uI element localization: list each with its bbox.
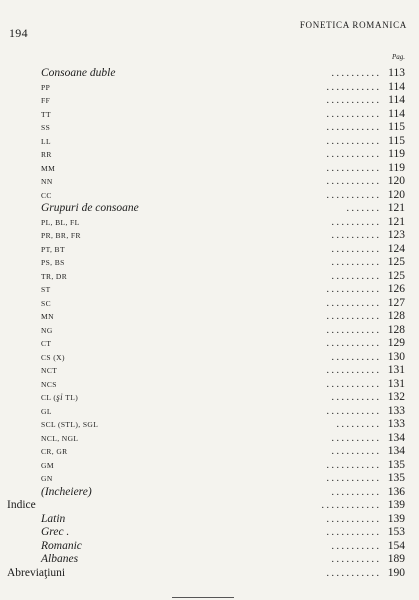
toc-entry xyxy=(0,189,419,203)
toc-entry-page: 120 xyxy=(387,188,405,201)
toc-entry xyxy=(0,567,419,581)
toc-entry-label: FF xyxy=(41,96,51,105)
toc-entry xyxy=(0,418,419,432)
toc-entry-page: 128 xyxy=(387,310,405,322)
toc-entry-label: PL, BL, FL xyxy=(41,217,80,227)
toc-entry xyxy=(0,405,419,419)
leader-dots: . . . . . . . . . . . . xyxy=(321,500,379,511)
toc-entry-page: 125 xyxy=(387,256,405,268)
leader-dots: . . . . . . . . . . . xyxy=(326,108,379,120)
pag-column-label: Pag. xyxy=(391,53,405,61)
toc-entry xyxy=(0,229,419,243)
toc-entry xyxy=(0,553,419,567)
toc-entry xyxy=(0,364,419,378)
toc-entry-page: 115 xyxy=(388,134,405,147)
toc-entry-label: CR, GR xyxy=(41,447,68,456)
leader-dots: . . . . . . . . . . . xyxy=(326,162,379,174)
toc-entry-label: CS (X) xyxy=(41,352,65,362)
toc-entry-label: Consoane duble xyxy=(41,67,116,79)
toc-entry xyxy=(0,148,419,162)
toc-entry xyxy=(0,270,419,284)
toc-entry-page: 114 xyxy=(388,107,405,120)
leader-dots: . . . . . . . . . . . xyxy=(326,135,379,147)
toc-entry xyxy=(0,391,419,405)
table-of-contents xyxy=(0,67,419,580)
toc-entry-label: CC xyxy=(41,190,52,200)
toc-entry-page: 130 xyxy=(387,350,405,363)
leader-dots: . . . . . . . . . . xyxy=(331,351,379,363)
toc-entry xyxy=(0,526,419,540)
toc-entry-label: TT xyxy=(41,109,51,119)
toc-entry-page: 139 xyxy=(387,499,405,511)
toc-entry-page: 121 xyxy=(387,215,405,228)
toc-entry-label: NCL, NGL xyxy=(41,433,79,443)
toc-entry-label: Grupuri de consoane xyxy=(41,202,139,214)
toc-entry xyxy=(0,432,419,446)
toc-entry xyxy=(0,175,419,189)
toc-entry-label: LL xyxy=(41,136,51,146)
toc-entry xyxy=(0,67,419,81)
toc-entry-page: 127 xyxy=(387,296,405,309)
toc-entry-page: 131 xyxy=(387,364,405,376)
toc-entry-label: CL (şi TL) xyxy=(41,392,79,402)
leader-dots: . . . . . . . . . . xyxy=(331,540,379,552)
toc-entry-label: Romanic xyxy=(41,539,82,552)
leader-dots: . . . . . . . . . . . xyxy=(326,459,379,471)
toc-entry-label: NN xyxy=(41,177,53,186)
toc-entry xyxy=(0,108,419,122)
leader-dots: . . . . . . . . . . xyxy=(331,270,379,282)
leader-dots: . . . . . . . . . . xyxy=(331,68,379,79)
leader-dots: . . . . . . . . . . . xyxy=(326,324,379,336)
leader-dots: . . . . . . . . . xyxy=(336,419,379,430)
toc-entry-label: SCL (STL), SGL xyxy=(41,420,99,429)
toc-entry xyxy=(0,243,419,257)
leader-dots: . . . . . . . . . . . xyxy=(326,297,379,309)
leader-dots: . . . . . . . xyxy=(346,203,379,214)
toc-entry xyxy=(0,162,419,176)
toc-entry-label: NCT xyxy=(41,366,58,375)
toc-entry-label: NG xyxy=(41,325,53,335)
toc-entry xyxy=(0,513,419,527)
toc-entry-label: ST xyxy=(41,285,51,294)
leader-dots: . . . . . . . . . . . xyxy=(326,473,379,484)
toc-entry-page: 119 xyxy=(388,161,405,174)
toc-entry xyxy=(0,472,419,486)
leader-dots: . . . . . . . . . . xyxy=(331,392,379,403)
leader-dots: . . . . . . . . . . xyxy=(331,230,379,241)
toc-entry xyxy=(0,135,419,149)
toc-entry-page: 120 xyxy=(387,175,405,187)
leader-dots: . . . . . . . . . . xyxy=(331,554,379,565)
leader-dots: . . . . . . . . . . . xyxy=(326,378,379,390)
toc-entry-page: 189 xyxy=(387,553,405,565)
toc-entry-label: CT xyxy=(41,339,52,348)
toc-entry-label: PP xyxy=(41,82,51,92)
toc-entry xyxy=(0,445,419,459)
page-number: 194 xyxy=(9,26,28,40)
leader-dots: . . . . . . . . . . . xyxy=(326,81,379,93)
leader-dots: . . . . . . . . . . . xyxy=(326,365,379,376)
toc-entry xyxy=(0,121,419,135)
toc-entry-label: TR, DR xyxy=(41,271,68,281)
toc-entry xyxy=(0,94,419,108)
toc-entry-page: 133 xyxy=(387,418,405,430)
toc-entry-label: SS xyxy=(41,123,51,132)
toc-entry-page: 113 xyxy=(388,67,405,79)
leader-dots: . . . . . . . . . . . xyxy=(326,567,379,579)
toc-entry xyxy=(0,216,419,230)
toc-entry-label: PT, BT xyxy=(41,244,65,254)
toc-entry-page: 131 xyxy=(387,377,405,390)
toc-entry-page: 133 xyxy=(387,404,405,417)
leader-dots: . . . . . . . . . . xyxy=(331,446,379,457)
leader-dots: . . . . . . . . . . . xyxy=(326,311,379,322)
toc-entry-page: 115 xyxy=(388,121,405,133)
toc-entry-label: Albanes xyxy=(41,553,79,565)
toc-entry xyxy=(0,486,419,500)
toc-entry xyxy=(0,337,419,351)
toc-entry-page: 134 xyxy=(387,431,405,444)
leader-dots: . . . . . . . . . . . xyxy=(326,176,379,187)
leader-dots: . . . . . . . . . . . xyxy=(326,527,379,538)
toc-entry xyxy=(0,459,419,473)
toc-entry-label: Grec . xyxy=(41,526,70,538)
toc-entry xyxy=(0,540,419,554)
toc-entry-label: MN xyxy=(41,312,54,321)
toc-entry-label: Indice xyxy=(7,499,36,511)
leader-dots: . . . . . . . . . . . xyxy=(326,338,379,349)
toc-entry-label: RR xyxy=(41,150,52,159)
toc-entry-label: SC xyxy=(41,298,51,308)
toc-entry xyxy=(0,256,419,270)
toc-entry-label: (Incheiere) xyxy=(41,485,92,498)
toc-entry-page: 134 xyxy=(387,445,405,457)
leader-dots: . . . . . . . . . . xyxy=(331,243,379,255)
toc-entry xyxy=(0,81,419,95)
toc-entry xyxy=(0,378,419,392)
toc-entry xyxy=(0,324,419,338)
toc-entry xyxy=(0,297,419,311)
toc-entry-label: NCS xyxy=(41,379,57,389)
toc-entry-page: 139 xyxy=(387,512,405,525)
toc-entry xyxy=(0,310,419,324)
leader-dots: . . . . . . . . . . . xyxy=(326,122,379,133)
leader-dots: . . . . . . . . . . xyxy=(331,432,379,444)
toc-entry-page: 124 xyxy=(387,242,405,255)
toc-entry xyxy=(0,202,419,216)
toc-entry-page: 190 xyxy=(387,566,405,579)
leader-dots: . . . . . . . . . . . xyxy=(326,284,379,295)
toc-entry-page: 126 xyxy=(387,283,405,295)
leader-dots: . . . . . . . . . . . xyxy=(326,513,379,525)
toc-entry-page: 114 xyxy=(388,80,405,93)
toc-entry-page: 119 xyxy=(388,148,405,160)
leader-dots: . . . . . . . . . . . xyxy=(326,95,379,106)
toc-entry-page: 154 xyxy=(387,539,405,552)
toc-entry xyxy=(0,351,419,365)
toc-entry-label: GM xyxy=(41,460,54,470)
leader-dots: . . . . . . . . . . . xyxy=(326,149,379,160)
leader-dots: . . . . . . . . . . xyxy=(331,216,379,228)
toc-entry-page: 135 xyxy=(387,472,405,484)
toc-entry-label: PS, BS xyxy=(41,258,65,267)
toc-entry-page: 114 xyxy=(388,94,405,106)
toc-entry-page: 135 xyxy=(387,458,405,471)
toc-entry-label: MM xyxy=(41,163,56,173)
leader-dots: . . . . . . . . . . . xyxy=(326,405,379,417)
toc-entry-page: 123 xyxy=(387,229,405,241)
toc-entry-label: Abreviaţiuni xyxy=(7,566,66,579)
toc-entry-page: 132 xyxy=(387,391,405,403)
toc-entry xyxy=(0,499,419,513)
toc-entry-label: Latin xyxy=(41,512,66,525)
leader-dots: . . . . . . . . . . xyxy=(331,486,379,498)
toc-entry-page: 125 xyxy=(387,269,405,282)
toc-entry-label: PR, BR, FR xyxy=(41,231,81,240)
toc-entry-page: 136 xyxy=(387,485,405,498)
bottom-rule xyxy=(172,597,234,598)
toc-entry-page: 128 xyxy=(387,323,405,336)
toc-entry xyxy=(0,283,419,297)
toc-entry-label: GN xyxy=(41,474,53,483)
toc-entry-page: 121 xyxy=(387,202,405,214)
toc-entry-page: 129 xyxy=(387,337,405,349)
toc-entry-page: 153 xyxy=(387,526,405,538)
leader-dots: . . . . . . . . . . . xyxy=(326,189,379,201)
leader-dots: . . . . . . . . . . xyxy=(331,257,379,268)
toc-entry-label: GL xyxy=(41,406,52,416)
running-head: FONETICA ROMANICA xyxy=(299,20,407,30)
